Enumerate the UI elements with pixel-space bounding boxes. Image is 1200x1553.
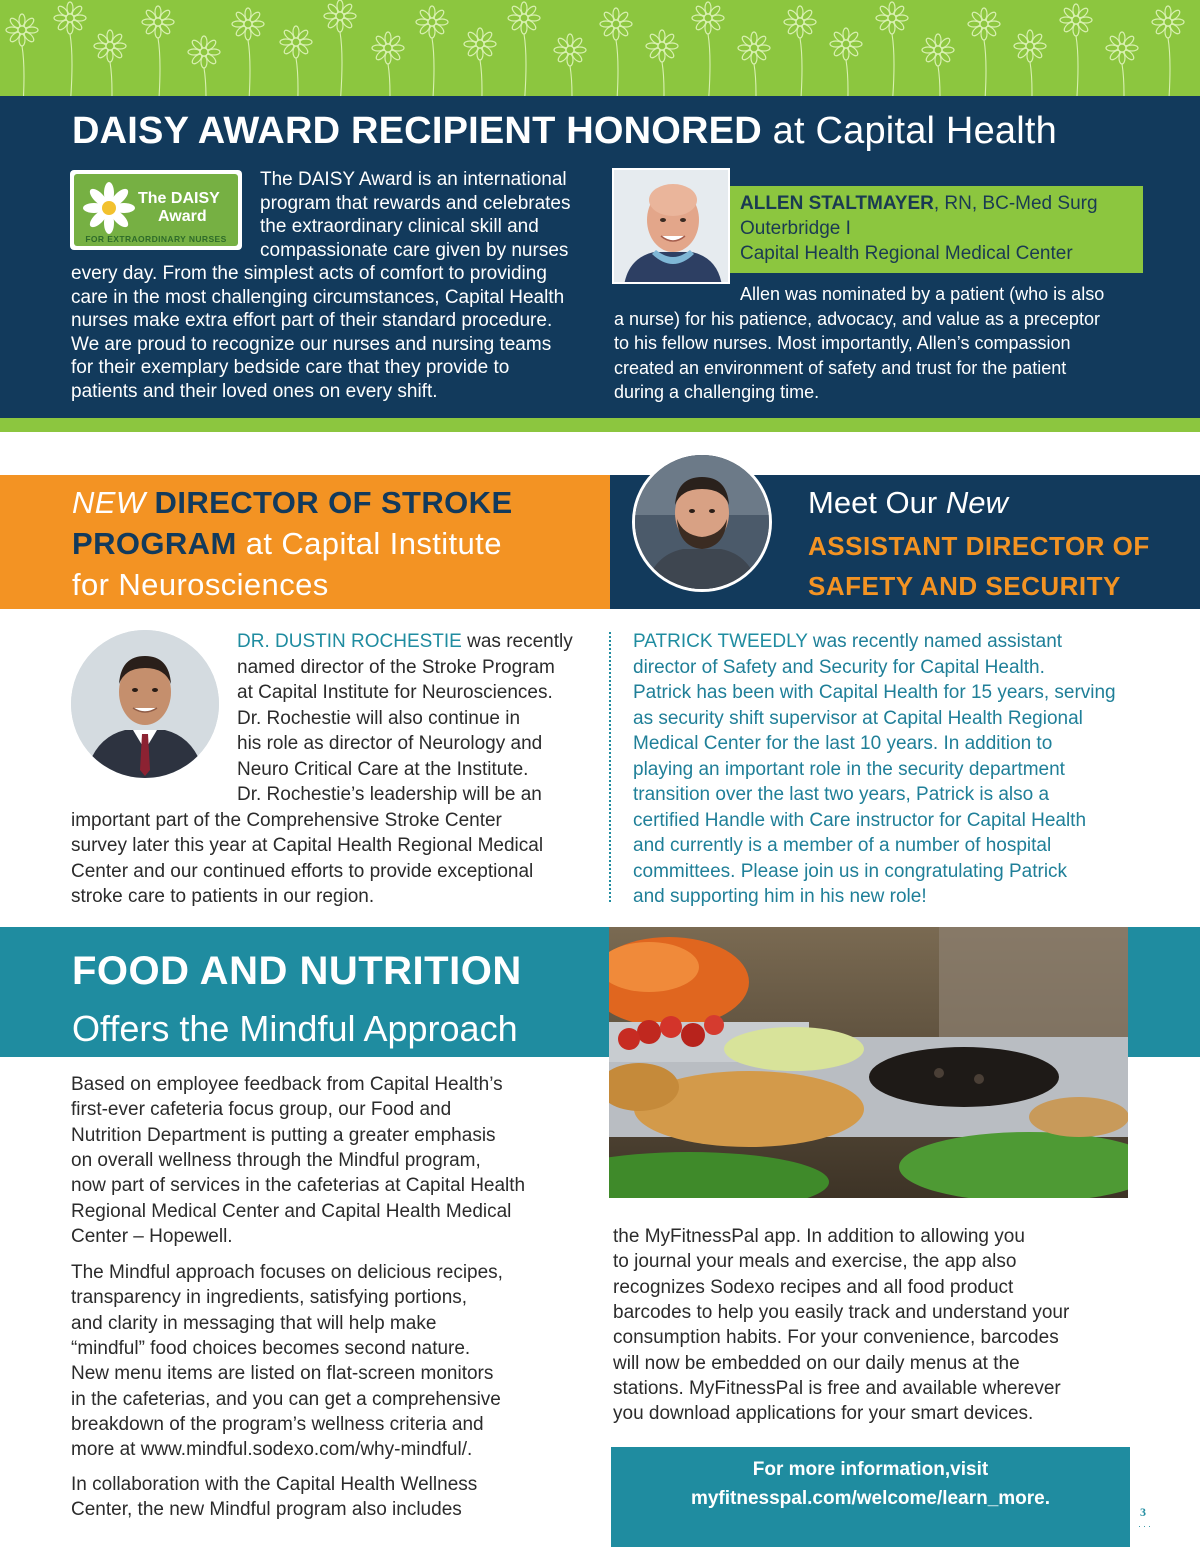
food-para1-line: now part of services in the cafeterias at Capital Health	[71, 1175, 526, 1197]
recipient-story-line: created an environment of safety and trust for the patient	[614, 357, 1067, 378]
salad-bar-photo	[609, 927, 1128, 1198]
stroke-director-name: DR. DUSTIN ROCHESTIE	[237, 631, 462, 652]
recipient-name: ALLEN STALTMAYER	[740, 193, 934, 214]
cta-line1: For more information,visit	[752, 1459, 989, 1480]
security-body-line: Medical Center for the last 10 years. In addition to	[633, 733, 1053, 754]
daisy-pattern-banner	[0, 0, 1200, 96]
patrick-tweedly-photo	[632, 452, 772, 592]
security-body-line: and currently is a member of a number of hospital	[633, 835, 1052, 856]
daisy-body-line: for their exemplary bedside care that they provide to	[71, 357, 510, 378]
dustin-rochestie-photo	[71, 630, 219, 778]
security-title-line1: ASSISTANT DIRECTOR OF	[808, 531, 1150, 561]
food-para4-line: will now be embedded on our daily menus at the	[613, 1352, 1020, 1374]
daisy-logo-line1: The DAISY	[138, 190, 220, 207]
recipient-story-line: during a challenging time.	[614, 382, 820, 402]
security-body-line: Patrick has been with Capital Health for 15 years, serving	[633, 682, 1116, 703]
food-para4-line: to journal your meals and exercise, the app also	[613, 1251, 1017, 1273]
daisy-logo-line2: Award	[158, 208, 207, 225]
food-para3-line: In collaboration with the Capital Health Wellness	[71, 1474, 478, 1495]
salad-bar-image-icon	[609, 927, 1128, 1198]
stroke-body-line: Neuro Critical Care at the Institute.	[237, 758, 529, 780]
recipient-story-line: a nurse) for his patience, advocacy, and value as a preceptor	[614, 308, 1100, 329]
daisy-title-rest: at Capital Health	[772, 110, 1057, 152]
daisy-award-logo	[70, 170, 242, 250]
food-para2-line: The Mindful approach focuses on delicious recipes,	[71, 1262, 503, 1283]
portrait-icon	[71, 630, 219, 778]
security-body-line: and supporting him in his new role!	[633, 886, 927, 907]
daisy-body-line: We are proud to recognize our nurses and nursing teams	[71, 333, 552, 355]
stroke-body-line: at Capital Institute for Neurosciences.	[237, 682, 553, 703]
food-para2-line: transparency in ingredients, satisfying portions,	[71, 1287, 468, 1309]
recipient-credentials: , RN, BC-Med Surg	[933, 193, 1098, 214]
page-number: 3	[1140, 1505, 1146, 1519]
food-para4-line: the MyFitnessPal app. In addition to allowing you	[613, 1226, 1025, 1247]
security-meet-new: New	[945, 485, 1008, 520]
food-para2-line: and clarity in messaging that will help make	[71, 1312, 437, 1334]
recipient-info-box	[730, 186, 1143, 273]
food-para1-line: Nutrition Department is putting a greater emphasis	[71, 1124, 496, 1146]
food-para1-line: Center – Hopewell.	[71, 1225, 233, 1247]
daisy-intro-line: compassionate care given by nurses	[260, 239, 569, 261]
food-para2-line: in the cafeterias, and you can get a comprehensive	[71, 1388, 501, 1410]
security-director-name: PATRICK TWEEDLY	[633, 631, 808, 652]
security-header-meet	[808, 485, 1008, 521]
stroke-body-line	[237, 629, 573, 655]
stroke-body-line: survey later this year at Capital Health Regional Medical	[71, 835, 544, 856]
recipient-location: Capital Health Regional Medical Center	[740, 243, 1073, 264]
food-para4-line: recognizes Sodexo recipes and all food product	[613, 1276, 1014, 1298]
security-body-line: committees. Please join us in congratulating Patrick	[633, 860, 1068, 882]
food-para4-line: you download applications for your smart devices.	[613, 1403, 1034, 1425]
daisy-intro-line: the extraordinary clinical skill and	[260, 216, 539, 237]
security-body-line: as security shift supervisor at Capital Health Regional	[633, 707, 1083, 729]
stroke-header-line3: for Neurosciences	[72, 567, 329, 602]
daisy-title-bold: DAISY AWARD RECIPIENT HONORED	[72, 110, 762, 152]
stroke-header-at: at Capital Institute	[245, 526, 502, 561]
stroke-body-line: named director of the Stroke Program	[237, 656, 555, 678]
security-body-line: transition over the last two years, Patrick is also a	[633, 784, 1050, 805]
security-body-line	[633, 629, 1062, 655]
food-para3-line: Center, the new Mindful program also includes	[71, 1499, 462, 1521]
food-para1-line: Regional Medical Center and Capital Health Medical	[71, 1200, 512, 1222]
allen-staltmayer-photo	[612, 168, 730, 284]
stroke-body-line: Center and our continued efforts to provide exceptional	[71, 860, 534, 882]
food-para2-line: New menu items are listed on flat-screen monitors	[71, 1363, 494, 1385]
stroke-body-line: important part of the Comprehensive Stroke Center	[71, 809, 502, 831]
portrait-icon	[635, 455, 769, 589]
recipient-unit: Outerbridge I	[740, 218, 851, 239]
security-body-line: director of Safety and Security for Capital Health.	[633, 656, 1045, 678]
food-para2-line: more at www.mindful.sodexo.com/why-mindful/.	[71, 1439, 473, 1461]
daisy-intro-line: The DAISY Award is an international	[260, 169, 567, 190]
column-divider	[609, 632, 611, 902]
stroke-director-header	[0, 475, 610, 609]
food-para1-line: first-ever cafeteria focus group, our Food and	[71, 1099, 452, 1121]
more-info-callout[interactable]	[611, 1447, 1130, 1547]
green-divider-rule	[0, 418, 1200, 432]
security-line-text: was recently named assistant	[807, 631, 1063, 652]
food-para4-line: barcodes to help you easily track and understand your	[613, 1301, 1070, 1323]
recipient-story-line: Allen was nominated by a patient (who is also	[740, 284, 1105, 304]
food-para2-line: “mindful” food choices becomes second nature.	[71, 1337, 471, 1359]
recipient-name-line	[740, 191, 1133, 216]
stroke-body-line: stroke care to patients in our region.	[71, 886, 375, 907]
daisy-logo-tagline: FOR EXTRAORDINARY NURSES	[85, 234, 227, 244]
food-section-subtitle: Offers the Mindful Approach	[72, 1008, 518, 1049]
stroke-body-line: his role as director of Neurology and	[237, 733, 543, 754]
page-number-dots: ···	[1138, 1521, 1153, 1531]
daisy-body-line: nurses make extra effort part of their standard procedure.	[71, 310, 553, 331]
daisy-pattern-icon	[0, 0, 1200, 96]
food-para2-line: breakdown of the program’s wellness criteria and	[71, 1413, 484, 1435]
daisy-intro-line: program that rewards and celebrates	[260, 192, 571, 214]
stroke-line-text: was recently	[461, 631, 573, 652]
daisy-body-line: every day. From the simplest acts of comfort to providing	[71, 263, 547, 284]
stroke-header-bold1: DIRECTOR OF STROKE	[154, 485, 513, 520]
food-para4-line: stations. MyFitnessPal is free and available wherever	[613, 1377, 1061, 1399]
security-meet-text: Meet Our	[808, 485, 938, 520]
food-para4-line: consumption habits. For your convenience, barcodes	[613, 1327, 1059, 1349]
security-body-line: playing an important role in the security department	[633, 758, 1065, 780]
cta-link[interactable]: myfitnesspal.com/welcome/learn_more.	[690, 1488, 1051, 1509]
daisy-section-title	[72, 110, 1057, 153]
security-body-line: certified Handle with Care instructor for Capital Health	[633, 809, 1087, 831]
security-title-line2: SAFETY AND SECURITY	[808, 571, 1121, 601]
stroke-body-line: Dr. Rochestie will also continue in	[237, 707, 521, 729]
food-section-title: FOOD AND NUTRITION	[72, 949, 522, 993]
stroke-header-line2	[72, 526, 502, 562]
daisy-body-line: care in the most challenging circumstances, Capital Health	[71, 286, 565, 308]
food-para1-line: on overall wellness through the Mindful program,	[71, 1149, 481, 1171]
stroke-body-line: Dr. Rochestie’s leadership will be an	[237, 784, 542, 805]
portrait-icon	[614, 170, 730, 284]
stroke-header-new: NEW	[72, 485, 146, 520]
daisy-award-section	[0, 96, 1200, 418]
daisy-flower-icon	[82, 180, 136, 236]
stroke-header-line1	[72, 485, 513, 521]
daisy-body-line: patients and their loved ones on every shift.	[71, 380, 438, 402]
stroke-header-bold2: PROGRAM	[72, 526, 237, 561]
food-para1-line: Based on employee feedback from Capital Health’s	[71, 1074, 503, 1095]
recipient-story-line: to his fellow nurses. Most importantly, Allen’s compassion	[614, 333, 1071, 353]
